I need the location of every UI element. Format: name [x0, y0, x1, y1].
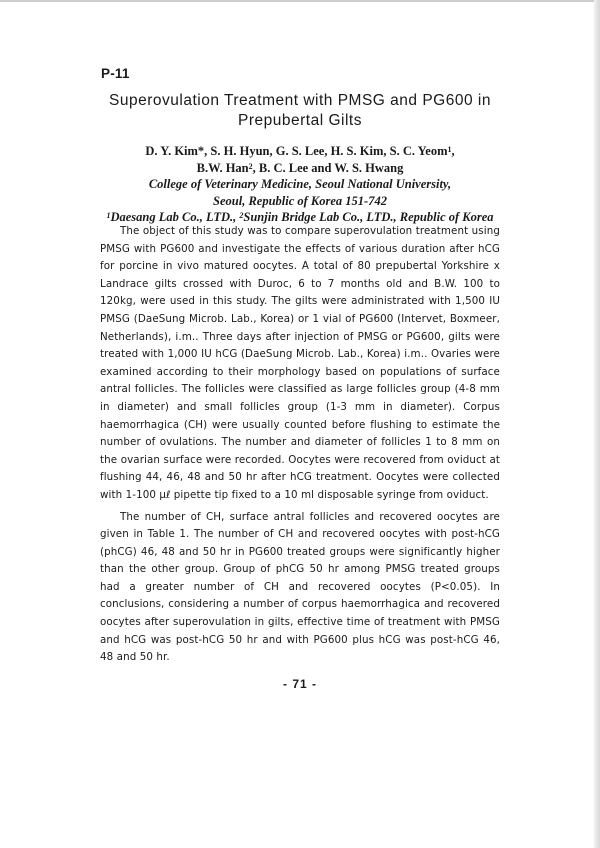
author-affil-mark-1: 1 — [447, 145, 452, 154]
author-line-1: D. Y. Kim*, S. H. Hyun, G. S. Lee, H. S. Kim, S. C. Yeom$^1$, — [145, 144, 455, 158]
scan-edge-top — [0, 0, 600, 2]
abstract-paragraph-2: The number of CH, surface antral follicles and recovered oocytes are given in Table 1. The number of CH and recovered oocytes with post-hCG (phCG) 46, 48 and 50 hr in PG600 treated groups were significantly higher than the other group. Group of phCG 50 hr among PMSG treated groups had a greater number of CH and recovered oocytes (P<0.05). In conclusions, considering a number of corpus haemorrhagica and recovered oocytes after superovulation in gilts, effective time of treatment with PMSG and hCG was post-hCG 50 hr and with PG600 plus hCG was post-hCG 46, 48 and 50 hr. — [100, 510, 500, 664]
affiliation-line-3: $^1$Daesang Lab Co., LTD., $^2$Sunjin Bridge Lab Co., LTD., Republic of Korea — [106, 210, 494, 224]
scan-edge-right — [594, 0, 600, 848]
author-block — [95, 143, 505, 226]
title-line-2: Prepubertal Gilts — [238, 112, 362, 129]
author-names-2a: B.W. Han — [196, 160, 249, 175]
author-line-2 — [95, 160, 505, 177]
abstract-body — [100, 223, 500, 667]
page-number: - 71 - — [282, 677, 317, 691]
affiliation-line-1: College of Veterinary Medicine, Seoul National University, — [148, 177, 452, 191]
poster-id: P-11 — [101, 66, 130, 81]
abstract-paragraph-1: The object of this study was to compare superovulation treatment using PMSG with PG600 and investigate the effects of various duration after hCG for porcine in vivo matured oocytes. A total of 80 prepubertal Yorkshire x Landrace gilts crossed with Duroc, 6 to 7 months old and B.W. 100 to 120kg, were used in this study. The gilts were administrated with 1,500 IU PMSG (DaeSung Microb. Lab., Korea) or 1 vial of PG600 (Intervet, Boxmeer, Netherlands), i.m.. Three days after injection of PMSG or PG600, gilts were treated with 1,000 IU hCG (DaeSung Microb. Lab., Korea) i.m.. Ovaries were examined according to their morphology based on populations of surface antral follicles. The follicles were classified as large follicles group (4-8 mm in diameter) and small follicles group (1-3 mm in diameter). Corpus haemorrhagica (CH) were usually counted before flushing to estimate the number of ovulations. The number and diameter of follicles 1 to 8 mm on the ovarian surface were recorded. Oocytes were recovered from oviduct at flushing 44, 46, 48 and 50 hr after hCG treatment. Oocytes were collected with 1-100 μℓ pipette tip fixed to a 10 ml disposable syringe from oviduct. — [100, 225, 500, 501]
author-names-1: D. Y. Kim*, S. H. Hyun, G. S. Lee, H. S. Kim, S. C. Yeom — [145, 144, 448, 158]
affiliation-line-2: Seoul, Republic of Korea 151-742 — [213, 193, 387, 208]
paper-title — [100, 91, 500, 131]
author-names-2b: , B. C. Lee and W. S. Hwang — [252, 160, 404, 175]
title-line-1: Superovulation Treatment with PMSG and PG600 in — [109, 92, 491, 109]
author-affil-mark-2: 2 — [248, 161, 253, 171]
